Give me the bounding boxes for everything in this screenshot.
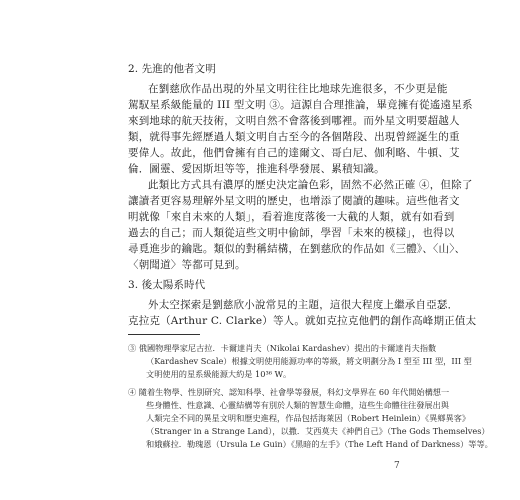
paragraph-line: 克拉克（Arthur C. Clarke）等人。就如克拉克他們的創作高峰期正值太 bbox=[128, 315, 477, 327]
footnote-4-line: 人類完全不同的異星文明和歷史進程，作品包括海萊因（Robert Heinlein）《異鄉異客》 bbox=[146, 413, 471, 423]
paragraph-line: 來到地球的航天技術，文明自然不會落後到哪裡。而外星文明要超越人 bbox=[128, 115, 460, 127]
paragraph-line: 倫．圖靈、愛因斯坦等等，推進科學發展、累積知識。 bbox=[128, 163, 385, 175]
footnote-4-line: （Stranger in a Strange Land），以撒．艾西莫夫《神們自己》（The Gods Themselves） bbox=[146, 426, 490, 436]
footnote-4-line: 些身體性、性意識、心靈結構等有別於人類的智慧生命體，這些生命體往往發展出與 bbox=[146, 400, 449, 410]
paragraph-line: 類，就得事先經歷過人類文明自古至今的各個階段、出現曾經誕生的重 bbox=[128, 131, 460, 143]
footnote-3-line: ③ 俄國物理學家尼古拉．卡爾達肖夫（Nikolai Kardashev）提出的卡爾達肖夫指數 bbox=[128, 343, 437, 353]
paragraph-line: 明就像「來自未來的人類」，看着進度落後一大截的人類，就有如看到 bbox=[128, 211, 455, 223]
paragraph-line: 外太空探索是劉慈欣小說常見的主題，這很大程度上繼承自亞瑟． bbox=[148, 299, 459, 311]
page-number: 7 bbox=[394, 461, 400, 471]
section-heading-post-solar-era: 3. 後太陽系時代 bbox=[128, 279, 206, 291]
paragraph-line: 駕馭星系級能量的 III 型文明 ③。這源自合理推論，畢竟擁有從遙遠星系 bbox=[128, 99, 473, 111]
paragraph-line: 在劉慈欣作品出現的外星文明往往比地球先進很多，不少更是能 bbox=[148, 83, 448, 95]
footnote-divider bbox=[128, 334, 200, 335]
section-heading-advanced-civilizations: 2. 先進的他者文明 bbox=[128, 63, 216, 75]
footnote-3-line: 文明使用的星系級能源大約是 10³⁶ W。 bbox=[146, 369, 292, 379]
footnote-4-line: ④ 隨着生物學、性別研究、認知科學、社會學等發展，科幻文學界在 60 年代開始構想一 bbox=[128, 387, 450, 397]
paragraph-line: 此類比方式具有濃厚的歷史決定論色彩，固然不必然正確 ④，但除了 bbox=[148, 179, 473, 191]
footnote-3-line: （Kardashev Scale）根據文明使用能源功率的等級，將文明劃分為 I 型至 III 型，III 型 bbox=[146, 356, 472, 366]
paragraph-line: 讓讀者更容易理解外星文明的歷史，也增添了閱讀的趣味。這些他者文 bbox=[128, 195, 460, 207]
paragraph-line: 〈朝聞道〉等都可見到。 bbox=[128, 259, 246, 271]
paragraph-line: 過去的自己；而人類從這些文明中偷師，學習「未來的模樣」，也得以 bbox=[128, 227, 455, 239]
paragraph-line: 要偉人。故此，他們會擁有自己的達爾文、哥白尼、伽利略、牛頓、艾 bbox=[128, 147, 460, 159]
footnote-4-line: 和娥蘇拉．勒瑰恩（Ursula Le Guin）《黑暗的左手》（The Left Hand of Darkness）等等。 bbox=[146, 439, 493, 449]
paragraph-line: 尋覓進步的鑰匙。類似的對稱結構，在劉慈欣的作品如《三體》、〈山〉、 bbox=[128, 243, 466, 255]
